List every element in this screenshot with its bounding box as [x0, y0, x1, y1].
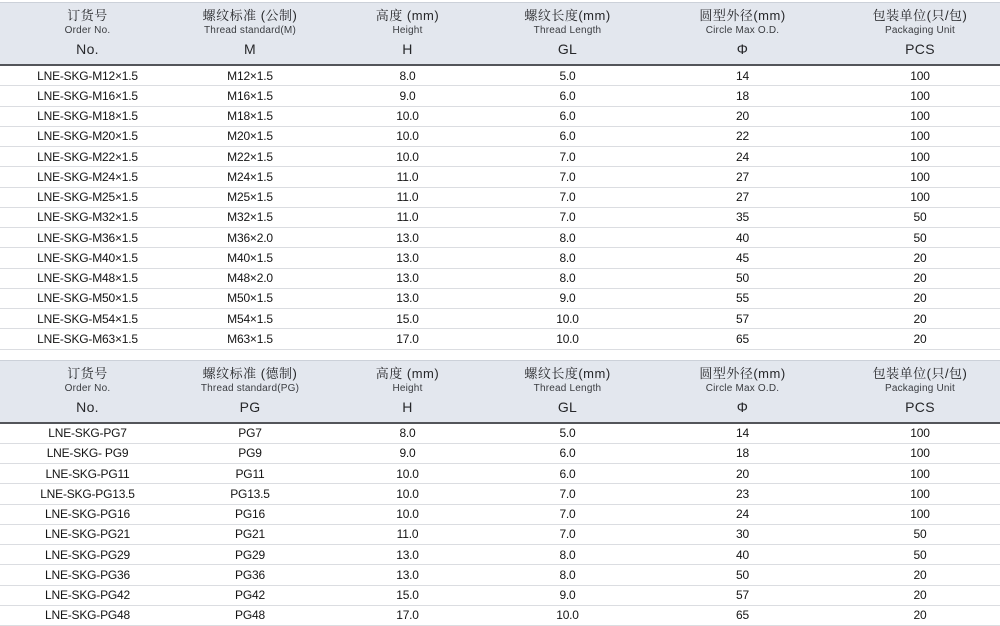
- table-cell: 10.0: [490, 608, 645, 622]
- table-cell: 20: [840, 251, 1000, 265]
- table-cell: M16×1.5: [175, 89, 325, 103]
- table-cell: LNE-SKG-PG29: [0, 548, 175, 562]
- header-label-en: Thread Length: [490, 382, 645, 395]
- header-symbol: H: [325, 42, 490, 57]
- header-cell: [175, 8, 325, 37]
- table-cell: M50×1.5: [175, 291, 325, 305]
- table-row: [0, 228, 1000, 248]
- table-cell: M63×1.5: [175, 332, 325, 346]
- table-cell: LNE-SKG-M22×1.5: [0, 150, 175, 164]
- table-cell: LNE-SKG- PG9: [0, 446, 175, 460]
- table-cell: M40×1.5: [175, 251, 325, 265]
- table-row: [0, 545, 1000, 565]
- header-cell: [325, 8, 490, 37]
- header-cell: [175, 366, 325, 395]
- table-cell: 13.0: [325, 291, 490, 305]
- table-cell: 57: [645, 588, 840, 602]
- table-cell: LNE-SKG-PG11: [0, 467, 175, 481]
- header-label-en: Thread standard(M): [175, 24, 325, 37]
- table-cell: M36×2.0: [175, 231, 325, 245]
- metric-table-body: [0, 66, 1000, 350]
- header-title-row: [0, 361, 1000, 395]
- table-cell: 100: [840, 507, 1000, 521]
- table-cell: PG29: [175, 548, 325, 562]
- table-cell: 9.0: [490, 588, 645, 602]
- table-row: [0, 464, 1000, 484]
- table-cell: 10.0: [325, 507, 490, 521]
- table-cell: LNE-SKG-PG21: [0, 527, 175, 541]
- pg-table-body: [0, 424, 1000, 626]
- table-cell: 14: [645, 69, 840, 83]
- table-cell: 20: [840, 588, 1000, 602]
- table-cell: 50: [840, 527, 1000, 541]
- table-row: [0, 188, 1000, 208]
- table-row: [0, 208, 1000, 228]
- table-row: [0, 444, 1000, 464]
- table-cell: 100: [840, 109, 1000, 123]
- table-row: [0, 424, 1000, 444]
- table-cell: 20: [840, 568, 1000, 582]
- table-cell: M20×1.5: [175, 129, 325, 143]
- table-cell: 20: [840, 312, 1000, 326]
- header-label-en: Order No.: [0, 24, 175, 37]
- header-label-cn: 螺纹长度(mm): [490, 366, 645, 382]
- table-cell: 6.0: [490, 109, 645, 123]
- table-cell: 13.0: [325, 271, 490, 285]
- table-cell: PG9: [175, 446, 325, 460]
- header-symbol: GL: [490, 42, 645, 57]
- table-cell: 45: [645, 251, 840, 265]
- header-label-cn: 包装单位(只/包): [840, 366, 1000, 382]
- table-cell: 23: [645, 487, 840, 501]
- header-cell: [490, 366, 645, 395]
- table-cell: 6.0: [490, 467, 645, 481]
- table-cell: M18×1.5: [175, 109, 325, 123]
- table-cell: 100: [840, 467, 1000, 481]
- header-symbol-row: [0, 37, 1000, 64]
- table-cell: 10.0: [325, 467, 490, 481]
- header-symbol: No.: [0, 42, 175, 57]
- table-cell: 57: [645, 312, 840, 326]
- table-cell: LNE-SKG-M24×1.5: [0, 170, 175, 184]
- table-cell: 13.0: [325, 231, 490, 245]
- table-cell: 100: [840, 487, 1000, 501]
- table-cell: 100: [840, 129, 1000, 143]
- table-cell: LNE-SKG-M20×1.5: [0, 129, 175, 143]
- header-symbol: PG: [175, 400, 325, 415]
- table-cell: PG16: [175, 507, 325, 521]
- table-cell: 40: [645, 548, 840, 562]
- table-cell: 100: [840, 190, 1000, 204]
- table-row: [0, 289, 1000, 309]
- header-label-en: Circle Max O.D.: [645, 24, 840, 37]
- table-cell: 22: [645, 129, 840, 143]
- pg-spec-table: [0, 360, 1000, 626]
- table-cell: 7.0: [490, 170, 645, 184]
- table-cell: PG42: [175, 588, 325, 602]
- table-cell: 50: [840, 210, 1000, 224]
- header-symbol: GL: [490, 400, 645, 415]
- table-cell: 100: [840, 446, 1000, 460]
- table-cell: 24: [645, 150, 840, 164]
- table-cell: LNE-SKG-M40×1.5: [0, 251, 175, 265]
- header-symbol: PCS: [840, 42, 1000, 57]
- table-row: [0, 147, 1000, 167]
- pg-table-header: [0, 360, 1000, 424]
- table-cell: 27: [645, 190, 840, 204]
- table-cell: M24×1.5: [175, 170, 325, 184]
- table-row: [0, 329, 1000, 349]
- table-cell: M32×1.5: [175, 210, 325, 224]
- table-cell: 15.0: [325, 312, 490, 326]
- table-cell: 24: [645, 507, 840, 521]
- table-row: [0, 107, 1000, 127]
- table-cell: LNE-SKG-M54×1.5: [0, 312, 175, 326]
- table-cell: 50: [645, 568, 840, 582]
- table-cell: LNE-SKG-M50×1.5: [0, 291, 175, 305]
- table-cell: PG36: [175, 568, 325, 582]
- header-label-cn: 订货号: [0, 366, 175, 382]
- table-cell: 13.0: [325, 568, 490, 582]
- table-cell: LNE-SKG-PG42: [0, 588, 175, 602]
- table-cell: 18: [645, 446, 840, 460]
- table-cell: M48×2.0: [175, 271, 325, 285]
- table-row: [0, 127, 1000, 147]
- header-cell: [645, 366, 840, 395]
- table-cell: 10.0: [325, 109, 490, 123]
- table-cell: 10.0: [325, 129, 490, 143]
- table-cell: 20: [840, 332, 1000, 346]
- header-label-cn: 螺纹标准 (公制): [175, 8, 325, 24]
- header-label-en: Height: [325, 24, 490, 37]
- table-cell: 7.0: [490, 190, 645, 204]
- table-cell: 10.0: [490, 312, 645, 326]
- table-cell: PG21: [175, 527, 325, 541]
- table-cell: LNE-SKG-M25×1.5: [0, 190, 175, 204]
- header-title-row: [0, 3, 1000, 37]
- table-cell: M54×1.5: [175, 312, 325, 326]
- table-cell: 20: [645, 109, 840, 123]
- table-cell: 7.0: [490, 507, 645, 521]
- table-cell: LNE-SKG-M36×1.5: [0, 231, 175, 245]
- table-cell: 11.0: [325, 210, 490, 224]
- table-cell: LNE-SKG-PG36: [0, 568, 175, 582]
- header-cell: [490, 8, 645, 37]
- table-cell: LNE-SKG-M32×1.5: [0, 210, 175, 224]
- table-cell: 17.0: [325, 332, 490, 346]
- table-cell: 8.0: [490, 271, 645, 285]
- table-cell: 7.0: [490, 150, 645, 164]
- table-row: [0, 86, 1000, 106]
- table-cell: 5.0: [490, 69, 645, 83]
- header-label-en: Thread Length: [490, 24, 645, 37]
- table-cell: PG11: [175, 467, 325, 481]
- table-gap: [0, 350, 1000, 360]
- table-cell: 6.0: [490, 129, 645, 143]
- table-cell: 6.0: [490, 446, 645, 460]
- table-cell: 5.0: [490, 426, 645, 440]
- table-cell: 11.0: [325, 527, 490, 541]
- table-cell: 8.0: [490, 548, 645, 562]
- table-cell: 65: [645, 608, 840, 622]
- header-symbol: No.: [0, 400, 175, 415]
- table-cell: 30: [645, 527, 840, 541]
- header-symbol: Φ: [645, 42, 840, 57]
- table-cell: 8.0: [490, 568, 645, 582]
- table-cell: 20: [840, 291, 1000, 305]
- table-cell: 7.0: [490, 210, 645, 224]
- header-label-cn: 圆型外径(mm): [645, 8, 840, 24]
- header-label-cn: 包装单位(只/包): [840, 8, 1000, 24]
- table-cell: 100: [840, 69, 1000, 83]
- header-label-cn: 订货号: [0, 8, 175, 24]
- table-cell: 18: [645, 89, 840, 103]
- table-cell: 100: [840, 89, 1000, 103]
- table-cell: 100: [840, 170, 1000, 184]
- table-row: [0, 66, 1000, 86]
- table-cell: LNE-SKG-M18×1.5: [0, 109, 175, 123]
- table-cell: LNE-SKG-M16×1.5: [0, 89, 175, 103]
- table-cell: 13.0: [325, 548, 490, 562]
- header-label-en: Packaging Unit: [840, 382, 1000, 395]
- table-cell: 10.0: [325, 487, 490, 501]
- header-symbol: H: [325, 400, 490, 415]
- table-cell: 10.0: [490, 332, 645, 346]
- header-label-en: Height: [325, 382, 490, 395]
- table-cell: 9.0: [490, 291, 645, 305]
- table-cell: 9.0: [325, 446, 490, 460]
- header-cell: [0, 366, 175, 395]
- header-cell: [840, 366, 1000, 395]
- table-cell: 8.0: [490, 231, 645, 245]
- table-cell: 50: [645, 271, 840, 285]
- table-cell: 7.0: [490, 527, 645, 541]
- table-cell: 14: [645, 426, 840, 440]
- metric-table-header: [0, 2, 1000, 66]
- table-cell: 50: [840, 231, 1000, 245]
- header-symbol-row: [0, 395, 1000, 422]
- table-cell: 65: [645, 332, 840, 346]
- table-cell: LNE-SKG-M63×1.5: [0, 332, 175, 346]
- table-cell: LNE-SKG-PG13.5: [0, 487, 175, 501]
- header-symbol: M: [175, 42, 325, 57]
- table-cell: 40: [645, 231, 840, 245]
- table-cell: 27: [645, 170, 840, 184]
- table-cell: PG7: [175, 426, 325, 440]
- table-cell: 11.0: [325, 190, 490, 204]
- header-label-cn: 高度 (mm): [325, 366, 490, 382]
- table-cell: 13.0: [325, 251, 490, 265]
- table-row: [0, 269, 1000, 289]
- header-label-cn: 螺纹标准 (德制): [175, 366, 325, 382]
- table-cell: 8.0: [325, 426, 490, 440]
- header-cell: [325, 366, 490, 395]
- table-cell: 10.0: [325, 150, 490, 164]
- table-row: [0, 309, 1000, 329]
- table-cell: 9.0: [325, 89, 490, 103]
- header-symbol: PCS: [840, 400, 1000, 415]
- header-label-en: Circle Max O.D.: [645, 382, 840, 395]
- table-cell: 15.0: [325, 588, 490, 602]
- table-row: [0, 167, 1000, 187]
- table-cell: LNE-SKG-PG7: [0, 426, 175, 440]
- table-cell: M22×1.5: [175, 150, 325, 164]
- header-label-cn: 高度 (mm): [325, 8, 490, 24]
- table-cell: PG48: [175, 608, 325, 622]
- metric-spec-table: [0, 2, 1000, 350]
- table-row: [0, 484, 1000, 504]
- header-label-en: Packaging Unit: [840, 24, 1000, 37]
- table-cell: 20: [840, 271, 1000, 285]
- table-cell: PG13.5: [175, 487, 325, 501]
- table-cell: 6.0: [490, 89, 645, 103]
- table-row: [0, 525, 1000, 545]
- table-cell: 8.0: [325, 69, 490, 83]
- header-symbol: Φ: [645, 400, 840, 415]
- table-cell: LNE-SKG-PG16: [0, 507, 175, 521]
- table-cell: LNE-SKG-M48×1.5: [0, 271, 175, 285]
- header-label-en: Order No.: [0, 382, 175, 395]
- table-cell: 100: [840, 426, 1000, 440]
- table-cell: 17.0: [325, 608, 490, 622]
- table-cell: LNE-SKG-M12×1.5: [0, 69, 175, 83]
- table-cell: M12×1.5: [175, 69, 325, 83]
- header-label-cn: 螺纹长度(mm): [490, 8, 645, 24]
- table-row: [0, 606, 1000, 626]
- table-cell: 35: [645, 210, 840, 224]
- table-cell: 50: [840, 548, 1000, 562]
- table-cell: 55: [645, 291, 840, 305]
- table-cell: 100: [840, 150, 1000, 164]
- table-cell: 20: [645, 467, 840, 481]
- table-row: [0, 248, 1000, 268]
- table-row: [0, 565, 1000, 585]
- table-row: [0, 505, 1000, 525]
- table-cell: 7.0: [490, 487, 645, 501]
- table-cell: 20: [840, 608, 1000, 622]
- table-cell: 11.0: [325, 170, 490, 184]
- header-cell: [840, 8, 1000, 37]
- header-label-cn: 圆型外径(mm): [645, 366, 840, 382]
- table-row: [0, 586, 1000, 606]
- header-cell: [0, 8, 175, 37]
- table-cell: LNE-SKG-PG48: [0, 608, 175, 622]
- header-cell: [645, 8, 840, 37]
- header-label-en: Thread standard(PG): [175, 382, 325, 395]
- table-cell: 8.0: [490, 251, 645, 265]
- table-cell: M25×1.5: [175, 190, 325, 204]
